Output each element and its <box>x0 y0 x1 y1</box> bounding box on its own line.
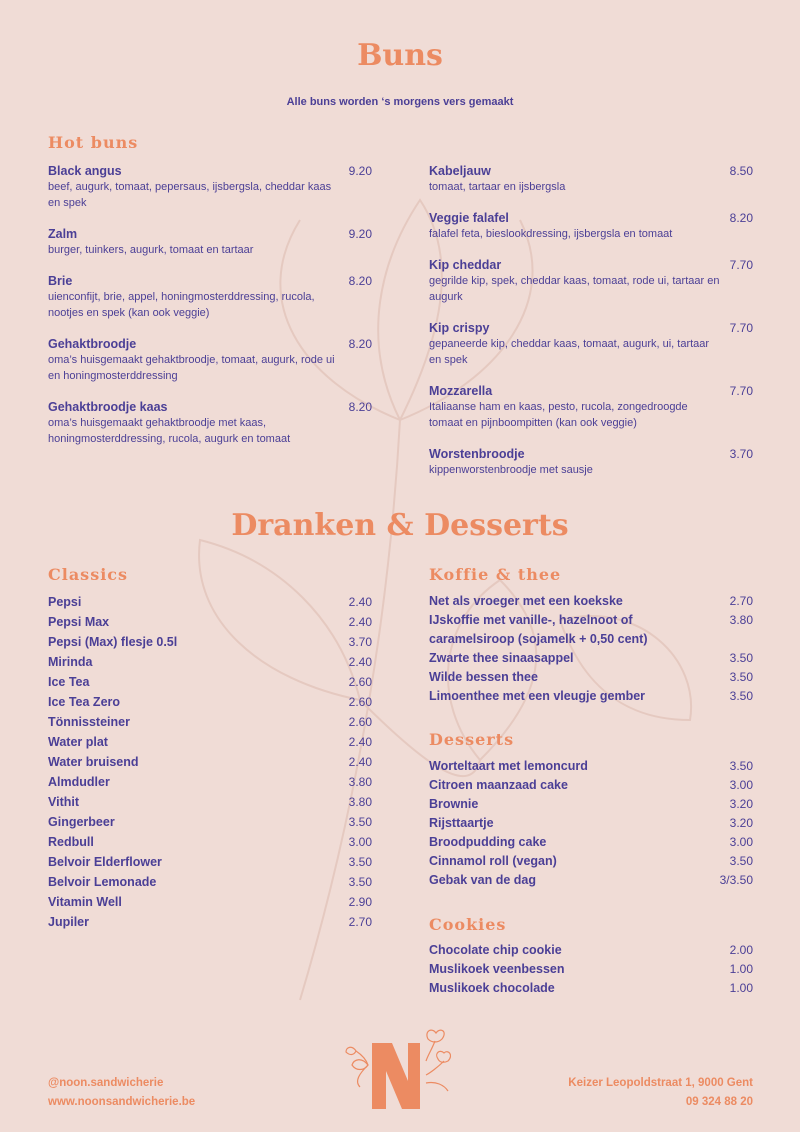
item-price: 7.70 <box>729 384 753 398</box>
list-item <box>429 871 753 890</box>
item-name: Kip cheddar <box>429 258 502 272</box>
item-name: Worteltaart met lemoncurd <box>429 759 588 773</box>
list-item <box>48 712 372 732</box>
item-price: 3.50 <box>729 651 753 665</box>
item-description: oma’s huisgemaakt gehaktbroodje met kaas, honingmosterddressing, rucola, augurk en tomaat <box>48 417 291 445</box>
item-name: Belvoir Elderflower <box>48 855 162 869</box>
list-item <box>48 732 372 752</box>
item-price: 7.70 <box>729 258 753 272</box>
menu-item <box>429 257 753 305</box>
item-price: 2.60 <box>348 695 372 709</box>
item-price: 9.20 <box>348 227 372 241</box>
menu-item <box>429 210 753 242</box>
item-name: Gehaktbroodje <box>48 337 137 351</box>
page-title-buns: Buns <box>357 38 443 73</box>
list-item <box>429 649 753 668</box>
item-name: Wilde bessen thee <box>429 670 538 684</box>
item-price: 8.50 <box>729 164 753 178</box>
list-item <box>429 833 753 852</box>
logo-flower-left <box>346 1047 368 1087</box>
item-description: uienconfijt, brie, appel, honingmosterddressing, rucola, nootjes en spek (kan ook veggie) <box>48 291 315 319</box>
item-name: Ice Tea <box>48 675 90 689</box>
list-item <box>48 812 372 832</box>
item-price: 3.20 <box>729 797 753 811</box>
item-name: Broodpudding cake <box>429 835 547 849</box>
item-price: 3.00 <box>348 835 372 849</box>
item-price: 2.40 <box>348 655 372 669</box>
list-item <box>48 612 372 632</box>
item-name: Almdudler <box>48 775 110 789</box>
desserts-list <box>429 757 753 890</box>
list-item <box>429 979 753 998</box>
list-item <box>429 795 753 814</box>
classics-list <box>48 592 372 932</box>
item-price: 3.80 <box>348 775 372 789</box>
item-price: 3.20 <box>729 816 753 830</box>
menu-item <box>48 163 372 211</box>
item-price: 3.50 <box>348 815 372 829</box>
desserts-heading: Desserts <box>429 730 515 749</box>
list-item <box>48 912 372 932</box>
item-description: tomaat, tartaar en ijsbergsla <box>429 181 566 193</box>
item-name: Vitamin Well <box>48 895 122 909</box>
cookies-list <box>429 941 753 998</box>
list-item <box>48 832 372 852</box>
page-title-drinks: Dranken & Desserts <box>231 508 569 543</box>
menu-item <box>429 320 753 368</box>
item-name: Belvoir Lemonade <box>48 875 157 889</box>
item-price: 2.00 <box>729 943 753 957</box>
item-price: 3.50 <box>348 875 372 889</box>
item-price: 3.50 <box>729 854 753 868</box>
cookies-heading: Cookies <box>429 915 507 934</box>
item-name: Pepsi Max <box>48 615 110 629</box>
item-price: 3.00 <box>729 835 753 849</box>
buns-subtitle: Alle buns worden ‘s morgens vers gemaakt <box>286 96 514 108</box>
item-description: gepaneerde kip, cheddar kaas, tomaat, augurk, ui, tartaar en spek <box>429 338 710 366</box>
list-item <box>429 757 753 776</box>
item-name: caramelsiroop (sojamelk + 0,50 cent) <box>429 632 648 646</box>
list-item <box>48 852 372 872</box>
item-name: Mozzarella <box>429 384 493 398</box>
item-description: beef, augurk, tomaat, pepersaus, ijsbergsla, cheddar kaas en spek <box>48 181 332 209</box>
item-name: Zalm <box>48 227 78 241</box>
item-price: 3.00 <box>729 778 753 792</box>
buns-left-column <box>48 163 372 462</box>
classics-heading: Classics <box>48 565 129 584</box>
list-item <box>48 892 372 912</box>
item-name: Muslikoek veenbessen <box>429 962 565 976</box>
list-item <box>429 960 753 979</box>
item-description: kippenworstenbroodje met sausje <box>429 464 593 476</box>
address: Keizer Leopoldstraat 1, 9000 Gent <box>568 1077 753 1089</box>
menu-item <box>48 399 372 447</box>
menu-item <box>429 446 753 478</box>
item-price: 3.70 <box>729 447 753 461</box>
item-name: Veggie falafel <box>429 211 509 225</box>
list-item <box>48 792 372 812</box>
list-item <box>48 652 372 672</box>
list-item <box>429 611 753 630</box>
item-description: burger, tuinkers, augurk, tomaat en tartaar <box>48 244 254 256</box>
item-price: 2.70 <box>348 915 372 929</box>
item-name: Net als vroeger met een koekske <box>429 594 623 608</box>
item-name: Muslikoek chocolade <box>429 981 555 995</box>
item-description: gegrilde kip, spek, cheddar kaas, tomaat, rode ui, tartaar en augurk <box>429 275 720 303</box>
item-name: Citroen maanzaad cake <box>429 778 568 792</box>
item-name: Mirinda <box>48 655 93 669</box>
list-item <box>429 941 753 960</box>
menu-item <box>48 226 372 258</box>
menu-item <box>429 163 753 195</box>
item-price: 2.60 <box>348 715 372 729</box>
item-price: 2.40 <box>348 595 372 609</box>
menu-item <box>48 336 372 384</box>
item-description: Italiaanse ham en kaas, pesto, rucola, zongedroogde tomaat en pijnboompitten (kan ook veggie) <box>429 401 688 429</box>
item-name: Gehaktbroodje kaas <box>48 400 168 414</box>
list-item <box>48 632 372 652</box>
item-price: 3.70 <box>348 635 372 649</box>
item-name: Kip crispy <box>429 321 490 335</box>
logo-letter-n <box>372 1043 420 1109</box>
item-name: Pepsi <box>48 595 82 609</box>
noon-logo <box>340 1025 460 1115</box>
item-description: oma’s huisgemaakt gehaktbroodje, tomaat, augurk, rode ui en honingmosterddressing <box>48 354 335 382</box>
item-price: 1.00 <box>729 962 753 976</box>
item-price: 8.20 <box>348 400 372 414</box>
koffie-thee-heading: Koffie & thee <box>429 565 562 584</box>
buns-right-column <box>429 163 753 493</box>
item-price: 2.90 <box>348 895 372 909</box>
phone-number: 09 324 88 20 <box>685 1096 753 1108</box>
item-price: 3.50 <box>348 855 372 869</box>
item-name: Redbull <box>48 835 94 849</box>
item-price: 8.20 <box>348 337 372 351</box>
item-name: Tönnissteiner <box>48 715 130 729</box>
list-item <box>429 668 753 687</box>
item-name: Chocolate chip cookie <box>429 943 562 957</box>
item-price: 3.80 <box>729 613 753 627</box>
footer-right <box>568 1074 753 1112</box>
item-name: Ice Tea Zero <box>48 695 121 709</box>
item-price: 3.50 <box>729 670 753 684</box>
logo-flower-right <box>426 1030 451 1091</box>
item-name: Jupiler <box>48 915 89 929</box>
item-name: Cinnamol roll (vegan) <box>429 854 557 868</box>
item-price: 3.80 <box>348 795 372 809</box>
list-item <box>48 872 372 892</box>
list-item <box>48 692 372 712</box>
list-item <box>429 687 753 706</box>
item-name: Rijsttaartje <box>429 816 494 830</box>
item-price: 2.40 <box>348 755 372 769</box>
koffie-thee-list <box>429 592 753 706</box>
list-item <box>429 814 753 833</box>
item-price: 8.20 <box>348 274 372 288</box>
item-name: Worstenbroodje <box>429 447 525 461</box>
item-name: Water bruisend <box>48 755 139 769</box>
item-name: IJskoffie met vanille-, hazelnoot of <box>429 613 633 627</box>
item-price: 2.40 <box>348 615 372 629</box>
item-name: Gingerbeer <box>48 815 115 829</box>
item-name: Brownie <box>429 797 479 811</box>
item-price: 9.20 <box>348 164 372 178</box>
footer-left <box>48 1074 195 1112</box>
item-price: 8.20 <box>729 211 753 225</box>
hot-buns-heading: Hot buns <box>48 133 139 152</box>
item-name: Vithit <box>48 795 80 809</box>
item-price: 3.50 <box>729 689 753 703</box>
list-item <box>48 752 372 772</box>
item-name: Gebak van de dag <box>429 873 536 887</box>
item-price: 1.00 <box>729 981 753 995</box>
menu-item <box>48 273 372 321</box>
item-price: 2.40 <box>348 735 372 749</box>
item-name: Zwarte thee sinaasappel <box>429 651 574 665</box>
item-price: 3/3.50 <box>719 873 753 887</box>
list-item <box>429 776 753 795</box>
item-price: 7.70 <box>729 321 753 335</box>
list-item <box>48 592 372 612</box>
item-price: 2.60 <box>348 675 372 689</box>
list-item <box>429 630 753 649</box>
item-price: 2.70 <box>729 594 753 608</box>
instagram-handle[interactable]: @noon.sandwicherie <box>48 1077 164 1089</box>
item-name: Pepsi (Max) flesje 0.5l <box>48 635 178 649</box>
menu-item <box>429 383 753 431</box>
list-item <box>429 852 753 871</box>
list-item <box>429 592 753 611</box>
item-name: Limoenthee met een vleugje gember <box>429 689 646 703</box>
item-name: Black angus <box>48 164 122 178</box>
item-description: falafel feta, bieslookdressing, ijsbergsla en tomaat <box>429 228 673 240</box>
website-link[interactable]: www.noonsandwicherie.be <box>48 1096 196 1108</box>
item-name: Water plat <box>48 735 108 749</box>
item-name: Kabeljauw <box>429 164 491 178</box>
item-price: 3.50 <box>729 759 753 773</box>
item-name: Brie <box>48 274 73 288</box>
list-item <box>48 772 372 792</box>
list-item <box>48 672 372 692</box>
